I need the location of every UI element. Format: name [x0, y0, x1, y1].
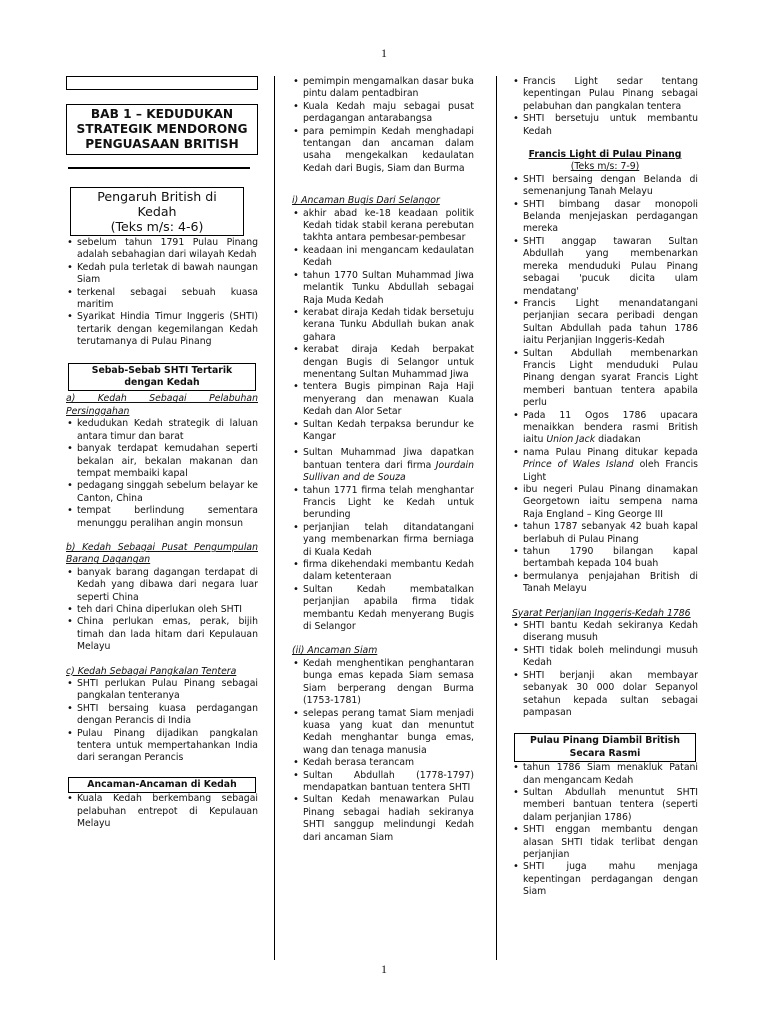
- list-item: • Sultan Abdullah menuntut SHTI memberi bantuan tentera (seperti dalam perjanjian 1786): [512, 787, 698, 824]
- list-item: • Kuala Kedah maju sebagai pusat perdagangan antarabangsa: [292, 101, 474, 126]
- list-item: • Sultan Abdullah (1778-1797) mendapatkan bantuan tentera SHTI: [292, 770, 474, 795]
- list-item: • tahun 1786 Siam menakluk Patani dan mengancam Kedah: [512, 762, 698, 787]
- flag-name: Union Jack: [546, 434, 596, 446]
- section-title-francis-light: Francis Light di Pulau Pinang: [528, 149, 682, 161]
- subheading-a: a) Kedah Sebagai Pelabuhan Persinggahan: [66, 393, 258, 417]
- list-item: • Kuala Kedah berkembang sebagai pelabuhan entrepot di Kepulauan Melayu: [66, 793, 258, 830]
- bullet-list: [512, 762, 698, 898]
- bullet-list: [512, 410, 698, 484]
- empty-box: [66, 76, 258, 90]
- list-item: • China perlukan emas, perak, bijih timah dan lada hitam dari Kepulauan Melayu: [66, 616, 258, 653]
- section-box-penang: [514, 733, 696, 762]
- column-3: [512, 76, 698, 899]
- subheading-b: b) Kedah Sebagai Pusat Pengumpulan Barang Dagangan: [66, 541, 258, 566]
- list-item: • Francis Light menandatangani perjanjian secara peribadi dengan Sultan Abdullah pada tahun 1786 iaitu Perjanjian Inggeris-Kedah: [512, 298, 698, 348]
- chapter-title-line-1: KEDUDUKAN: [146, 107, 234, 121]
- list-item: • kerabat diraja Kedah tidak bersetuju kerana Tunku Abdullah bukan anak gahara: [292, 307, 474, 344]
- list-item: • pedagang singgah sebelum belayar ke Canton, China: [66, 480, 258, 505]
- column-divider: [274, 76, 275, 960]
- list-item: • nama Pulau Pinang ditukar kepada Prince of Wales Island oleh Francis Light: [512, 447, 698, 484]
- chapter-title-box: [66, 104, 258, 155]
- list-item: • ibu negeri Pulau Pinang dinamakan Georgetown iaitu sempena nama Raja England – King George III: [512, 484, 698, 521]
- bullet-list: [512, 484, 698, 596]
- list-item: • SHTI anggap tawaran Sultan Abdullah yang membenarkan mereka menduduki Pulau Pinang sebagai 'pucuk dicita ulam mendatang': [512, 236, 698, 298]
- firm-name: Jourdain Sullivan and de Souza: [303, 459, 474, 484]
- list-item: • SHTI bersaing kuasa perdagangan dengan Perancis di India: [66, 703, 258, 728]
- section-box-line-2: Secara Rasmi: [569, 747, 641, 759]
- list-item: • SHTI bantu Kedah sekiranya Kedah diserang musuh: [512, 620, 698, 645]
- chapter-title-line-2: STRATEGIK MENDORONG: [76, 122, 248, 136]
- list-item: • Sultan Kedah terpaksa berundur ke Kangar: [292, 419, 474, 444]
- bullet-list: [66, 418, 258, 530]
- bullet-list: [66, 237, 258, 349]
- list-item: • tahun 1787 sebanyak 42 buah kapal berlabuh di Pulau Pinang: [512, 521, 698, 546]
- section-title-line-2: Kedah: [137, 204, 177, 219]
- column-divider: [496, 76, 497, 960]
- list-item: • Kedah pula terletak di bawah naungan Siam: [66, 262, 258, 287]
- list-item: • pemimpin mengamalkan dasar buka pintu dalam pentadbiran: [292, 76, 474, 101]
- list-item: • SHTI bimbang dasar monopoli Belanda menjejaskan perdagangan mereka: [512, 199, 698, 236]
- bullet-list: [512, 174, 698, 410]
- column-1: [66, 76, 258, 830]
- list-item: • tempat berlindung sementara menunggu peralihan angin monsun: [66, 505, 258, 530]
- list-item: • firma dikehendaki membantu Kedah dalam ketenteraan: [292, 559, 474, 584]
- section-ref: (Teks m/s: 7-9): [570, 161, 640, 173]
- list-item: • Francis Light sedar tentang kepentingan Pulau Pinang sebagai pelabuhan dan pangkalan tentera: [512, 76, 698, 113]
- list-item: • bermulanya penjajahan British di Tanah Melayu: [512, 571, 698, 596]
- list-item: • terkenal sebagai sebuah kuasa maritim: [66, 287, 258, 312]
- section-title-line-1: Pengaruh British di: [97, 189, 217, 204]
- list-item: • tahun 1771 firma telah menghantar Francis Light ke Kedah untuk berunding: [292, 485, 474, 522]
- list-item: • SHTI juga mahu menjaga kepentingan perdagangan dengan Siam: [512, 861, 698, 898]
- column-2: [292, 76, 474, 844]
- list-item: • banyak terdapat kemudahan seperti bekalan air, bekalan makanan dan tempat membaiki kapal: [66, 443, 258, 480]
- bullet-list: [292, 485, 474, 634]
- list-item: • Kedah menghentikan penghantaran bunga emas kepada Siam semasa Siam berperang dengan Burma (1753-1781): [292, 658, 474, 708]
- list-item: • Syarikat Hindia Timur Inggeris (SHTI) tertarik dengan kegemilangan Kedah terutamanya di Pulau Pinang: [66, 311, 258, 348]
- list-item: • Pada 11 Ogos 1786 upacara menaikkan bendera rasmi British iaitu Union Jack diadakan: [512, 410, 698, 447]
- list-item: • keadaan ini mengancam kedaulatan Kedah: [292, 245, 474, 270]
- bullet-list: [292, 447, 474, 484]
- list-item: • teh dari China diperlukan oleh SHTI: [66, 604, 258, 616]
- subheading-i: i) Ancaman Bugis Dari Selangor: [292, 195, 440, 207]
- list-item: • Sultan Kedah membatalkan perjanjian apabila firma tidak membantu Kedah menyerang Bugis di Selangor: [292, 584, 474, 634]
- list-item: • selepas perang tamat Siam menjadi kuasa yang kuat dan menuntut Kedah menghantar bunga emas, wang dan tenaga manusia: [292, 708, 474, 758]
- list-item: • akhir abad ke-18 keadaan politik Kedah tidak stabil kerana perebutan takhta antara pembesar-pembesar: [292, 208, 474, 245]
- divider: [68, 167, 250, 169]
- list-item: • SHTI berjanji akan membayar sebanyak 30 000 dolar Sepanyol setahun kepada sultan sebagai pampasan: [512, 670, 698, 720]
- chapter-prefix: BAB 1 –: [90, 107, 142, 121]
- page-number-top: 1: [381, 46, 387, 60]
- bullet-list: [292, 76, 474, 175]
- section-ref: (Teks m/s: 4-6): [110, 219, 204, 234]
- list-item: • SHTI perlukan Pulau Pinang sebagai pangkalan tenteranya: [66, 678, 258, 703]
- bullet-list: [66, 567, 258, 654]
- list-item: • Sultan Muhammad Jiwa dapatkan bantuan tentera dari firma Jourdain Sullivan and de Souza: [292, 447, 474, 484]
- list-item: • kerabat diraja Kedah berpakat dengan Bugis di Selangor untuk menentang Sultan Muhammad Jiwa: [292, 344, 474, 381]
- list-item: • SHTI bersaing dengan Belanda di semenanjung Tanah Melayu: [512, 174, 698, 199]
- page-number-bottom: 1: [381, 962, 387, 976]
- list-item: • Sultan Abdullah membenarkan Francis Light menduduki Pulau Pinang dengan syarat Francis Light memberi bantuan tentera apabila perlu: [512, 348, 698, 410]
- section-title-box: [70, 187, 244, 236]
- section-box-line-1: Pulau Pinang Diambil British: [530, 735, 680, 747]
- list-item: • perjanjian telah ditandatangani yang membenarkan firma berniaga di Kuala Kedah: [292, 522, 474, 559]
- list-item: • Kedah berasa terancam: [292, 757, 474, 769]
- subheading-c: c) Kedah Sebagai Pangkalan Tentera: [66, 665, 237, 677]
- list-item: • tentera Bugis pimpinan Raja Haji menyerang dan menawan Kuala Kedah dan Alor Setar: [292, 381, 474, 418]
- list-item: • Pulau Pinang dijadikan pangkalan tentera untuk mempertahankan India dari serangan Perancis: [66, 728, 258, 765]
- section-box-line-1: Sebab-Sebab SHTI Tertarik: [91, 364, 233, 376]
- list-item: • SHTI tidak boleh melindungi musuh Kedah: [512, 645, 698, 670]
- chapter-title-line-3: PENGUASAAN BRITISH: [85, 137, 239, 151]
- list-item: • Sultan Kedah menawarkan Pulau Pinang sebagai hadiah sekiranya SHTI sanggup melindungi Kedah dari ancaman Siam: [292, 794, 474, 844]
- list-item: • para pemimpin Kedah menghadapi tentangan dan ancaman dalam usaha mengekalkan kedaulatan Kedah dari Bugis, Siam dan Burma: [292, 126, 474, 176]
- list-item: • tahun 1770 Sultan Muhammad Jiwa melantik Tunku Abdullah sebagai Raja Muda Kedah: [292, 270, 474, 307]
- bullet-list: [512, 76, 698, 138]
- section-box-reasons: [68, 363, 256, 392]
- bullet-list: [66, 678, 258, 765]
- list-item: • tahun 1790 bilangan kapal bertambah kepada 104 buah: [512, 546, 698, 571]
- section-box-line-2: dengan Kedah: [124, 377, 200, 389]
- list-item: • sebelum tahun 1791 Pulau Pinang adalah sebahagian dari wilayah Kedah: [66, 237, 258, 262]
- list-item: • SHTI enggan membantu dengan alasan SHTI tidak terlibat dengan perjanjian: [512, 824, 698, 861]
- section-box-threats: Ancaman-Ancaman di Kedah: [68, 777, 256, 793]
- list-item: • kedudukan Kedah strategik di laluan antara timur dan barat: [66, 418, 258, 443]
- bullet-list: [292, 658, 474, 844]
- list-item: • SHTI bersetuju untuk membantu Kedah: [512, 113, 698, 138]
- subheading-ii: (ii) Ancaman Siam: [292, 645, 378, 657]
- island-name: Prince of Wales Island: [523, 459, 634, 471]
- list-item: • banyak barang dagangan terdapat di Kedah yang dibawa dari negara luar seperti China: [66, 567, 258, 604]
- subheading-treaty: Syarat Perjanjian Inggeris-Kedah 1786: [512, 607, 691, 619]
- bullet-list: [292, 208, 474, 444]
- bullet-list: [512, 620, 698, 719]
- bullet-list: [66, 793, 258, 830]
